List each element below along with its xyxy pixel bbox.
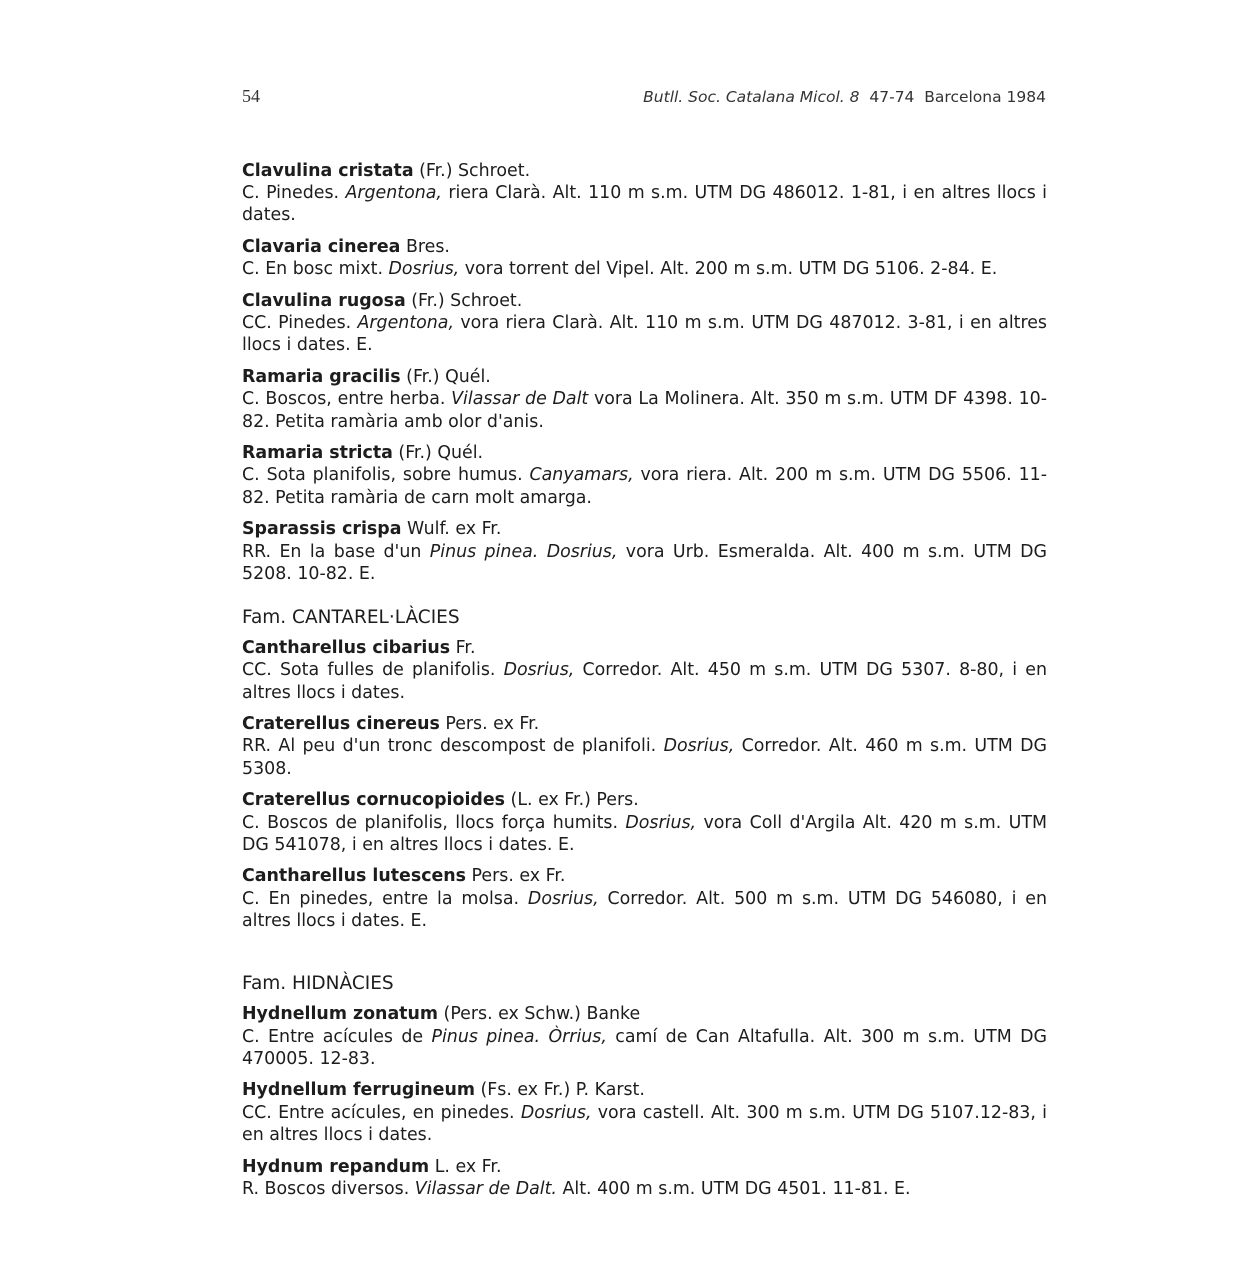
- species-authority: Bres.: [400, 237, 450, 258]
- species-authority: (Fs. ex Fr.) P. Karst.: [474, 1080, 645, 1101]
- record-text: [242, 812, 1047, 856]
- record-locality: Dosrius,: [503, 660, 575, 681]
- record-abundance-habitat: C. En bosc mixt.: [242, 259, 389, 280]
- record-abundance-habitat: CC. Entre acícules, en pinedes.: [242, 1102, 521, 1123]
- record-locality: Canyamars,: [529, 465, 634, 486]
- species-heading: [242, 865, 1047, 887]
- place-year: Barcelona 1984: [924, 88, 1046, 106]
- species-authority: Fr.: [450, 638, 476, 659]
- record-text: [242, 541, 1047, 585]
- species-heading: [242, 236, 1047, 258]
- record-locality: Dosrius,: [663, 736, 735, 757]
- record-details: Alt. 400 m s.m. UTM DG 4501. 11-81. E.: [556, 1178, 911, 1199]
- record-locality: Argentona,: [357, 313, 454, 334]
- species-entry: [242, 1079, 1047, 1146]
- species-name: Ramaria stricta: [242, 443, 393, 464]
- species-name: Clavulina rugosa: [242, 291, 406, 312]
- species-heading: [242, 637, 1047, 659]
- record-text: [242, 659, 1047, 703]
- record-details: camí de Can Altafulla. Alt. 300 m s.m. UTM DG 470005. 12-83.: [242, 1026, 1047, 1069]
- species-authority: (Fr.) Quél.: [392, 443, 484, 464]
- species-authority: (L. ex Fr.) Pers.: [505, 790, 639, 811]
- record-details: vora riera. Alt. 200 m s.m. UTM DG 5506. 11-82. Petita ramària de carn molt amarga.: [242, 465, 1047, 508]
- species-authority: L. ex Fr.: [429, 1156, 502, 1177]
- species-entry: [242, 442, 1047, 509]
- article-body: [242, 160, 1047, 1209]
- family-heading: Fam. CANTAREL·LÀCIES: [242, 606, 460, 628]
- species-entry: [242, 637, 1047, 704]
- section-hydnaceae: [242, 1003, 1047, 1200]
- record-locality: Argentona,: [345, 183, 442, 204]
- record-abundance-habitat: RR. Al peu d'un tronc descompost de planifoli.: [242, 736, 664, 757]
- section-clavariaceae: [242, 160, 1047, 585]
- species-entry: [242, 713, 1047, 780]
- record-locality: Dosrius,: [520, 1102, 592, 1123]
- record-text: [242, 312, 1047, 356]
- species-entry: [242, 518, 1047, 585]
- species-heading: [242, 518, 1047, 540]
- running-header: [242, 86, 1046, 114]
- species-name: Hydnellum ferrugineum: [242, 1080, 475, 1101]
- page-number: 54: [242, 86, 260, 106]
- record-text: [242, 1102, 1047, 1146]
- family-heading: Fam. HIDNÀCIES: [242, 973, 394, 995]
- species-name: Ramaria gracilis: [242, 367, 401, 388]
- record-locality: Dosrius,: [527, 888, 599, 909]
- record-text: [242, 464, 1047, 508]
- species-heading: [242, 366, 1047, 388]
- species-entry: [242, 789, 1047, 856]
- record-locality: Pinus pinea. Dosrius,: [429, 541, 618, 562]
- species-name: Hydnellum zonatum: [242, 1004, 438, 1025]
- record-text: [242, 182, 1047, 226]
- journal-citation: [643, 88, 1046, 106]
- record-locality: Dosrius,: [625, 812, 697, 833]
- species-heading: [242, 442, 1047, 464]
- record-abundance-habitat: C. Pinedes.: [242, 183, 346, 204]
- section-cantharellaceae: [242, 637, 1047, 932]
- record-text: [242, 258, 1047, 280]
- record-locality: Vilassar de Dalt: [451, 389, 589, 410]
- species-authority: Pers. ex Fr.: [439, 714, 540, 735]
- record-details: Corredor. Alt. 450 m s.m. UTM DG 5307. 8-80, i en altres llocs i dates.: [242, 660, 1047, 703]
- record-abundance-habitat: CC. Sota fulles de planifolis.: [242, 660, 504, 681]
- record-text: [242, 1026, 1047, 1070]
- record-details: Corredor. Alt. 500 m s.m. UTM DG 546080, i en altres llocs i dates. E.: [242, 888, 1048, 931]
- species-authority: (Fr.) Quél.: [400, 367, 491, 388]
- species-authority: Pers. ex Fr.: [466, 866, 566, 887]
- record-abundance-habitat: CC. Pinedes.: [242, 313, 358, 334]
- species-name: Cantharellus lutescens: [242, 866, 467, 887]
- species-entry: [242, 1003, 1047, 1070]
- record-abundance-habitat: C. Boscos de planifolis, llocs força humits.: [242, 812, 626, 833]
- species-heading: [242, 1079, 1047, 1101]
- record-details: vora Coll d'Argila Alt. 420 m s.m. UTM DG 541078, i en altres llocs i dates. E.: [242, 812, 1047, 855]
- record-details: vora La Molinera. Alt. 350 m s.m. UTM DF 4398. 10-82. Petita ramària amb olor d'anis.: [242, 389, 1047, 432]
- species-name: Cantharellus cibarius: [242, 638, 451, 659]
- species-entry: [242, 366, 1047, 433]
- species-authority: (Fr.) Schroet.: [405, 291, 523, 312]
- journal-title: Butll. Soc. Catalana Micol. 8: [643, 88, 860, 106]
- record-text: [242, 388, 1047, 432]
- species-heading: [242, 1003, 1047, 1025]
- species-heading: [242, 789, 1047, 811]
- species-entry: [242, 160, 1047, 227]
- record-details: vora Urb. Esmeralda. Alt. 400 m s.m. UTM DG 5208. 10-82. E.: [242, 541, 1047, 584]
- species-entry: [242, 236, 1047, 280]
- species-name: Clavaria cinerea: [242, 237, 401, 258]
- record-locality: Vilassar de Dalt.: [414, 1178, 557, 1199]
- record-locality: Dosrius,: [388, 259, 460, 280]
- species-authority: (Pers. ex Schw.) Banke: [438, 1004, 641, 1025]
- record-details: vora castell. Alt. 300 m s.m. UTM DG 5107.12-83, i en altres llocs i dates.: [242, 1102, 1047, 1145]
- record-details: Corredor. Alt. 460 m s.m. UTM DG 5308.: [242, 736, 1047, 779]
- species-heading: [242, 290, 1047, 312]
- record-abundance-habitat: RR. En la base d'un: [242, 541, 430, 562]
- species-entry: [242, 865, 1047, 932]
- species-heading: [242, 160, 1047, 182]
- species-name: Clavulina cristata: [242, 161, 414, 181]
- record-abundance-habitat: C. Entre acícules de: [242, 1026, 432, 1047]
- record-abundance-habitat: C. En pinedes, entre la molsa.: [242, 888, 528, 909]
- record-details: vora riera Clarà. Alt. 110 m s.m. UTM DG 487012. 3-81, i en altres llocs i dates. E.: [242, 313, 1047, 356]
- record-text: [242, 735, 1047, 779]
- species-heading: [242, 713, 1047, 735]
- species-name: Craterellus cinereus: [242, 714, 440, 735]
- record-text: [242, 1178, 1047, 1200]
- record-abundance-habitat: R. Boscos diversos.: [242, 1178, 415, 1199]
- species-authority: (Fr.) Schroet.: [413, 161, 531, 181]
- record-details: riera Clarà. Alt. 110 m s.m. UTM DG 486012. 1-81, i en altres llocs i dates.: [242, 183, 1047, 226]
- page-range: 47-74: [869, 88, 915, 106]
- species-name: Sparassis crispa: [242, 519, 402, 540]
- species-authority: Wulf. ex Fr.: [401, 519, 502, 540]
- species-entry: [242, 1156, 1047, 1200]
- species-name: Craterellus cornucopioides: [242, 790, 506, 811]
- species-heading: [242, 1156, 1047, 1178]
- species-entry: [242, 290, 1047, 357]
- record-details: vora torrent del Vipel. Alt. 200 m s.m. UTM DG 5106. 2-84. E.: [459, 259, 998, 280]
- record-abundance-habitat: C. Sota planifolis, sobre humus.: [242, 465, 530, 486]
- record-text: [242, 888, 1047, 932]
- species-name: Hydnum repandum: [242, 1156, 430, 1177]
- record-locality: Pinus pinea. Òrrius,: [431, 1026, 607, 1047]
- record-abundance-habitat: C. Boscos, entre herba.: [242, 389, 452, 410]
